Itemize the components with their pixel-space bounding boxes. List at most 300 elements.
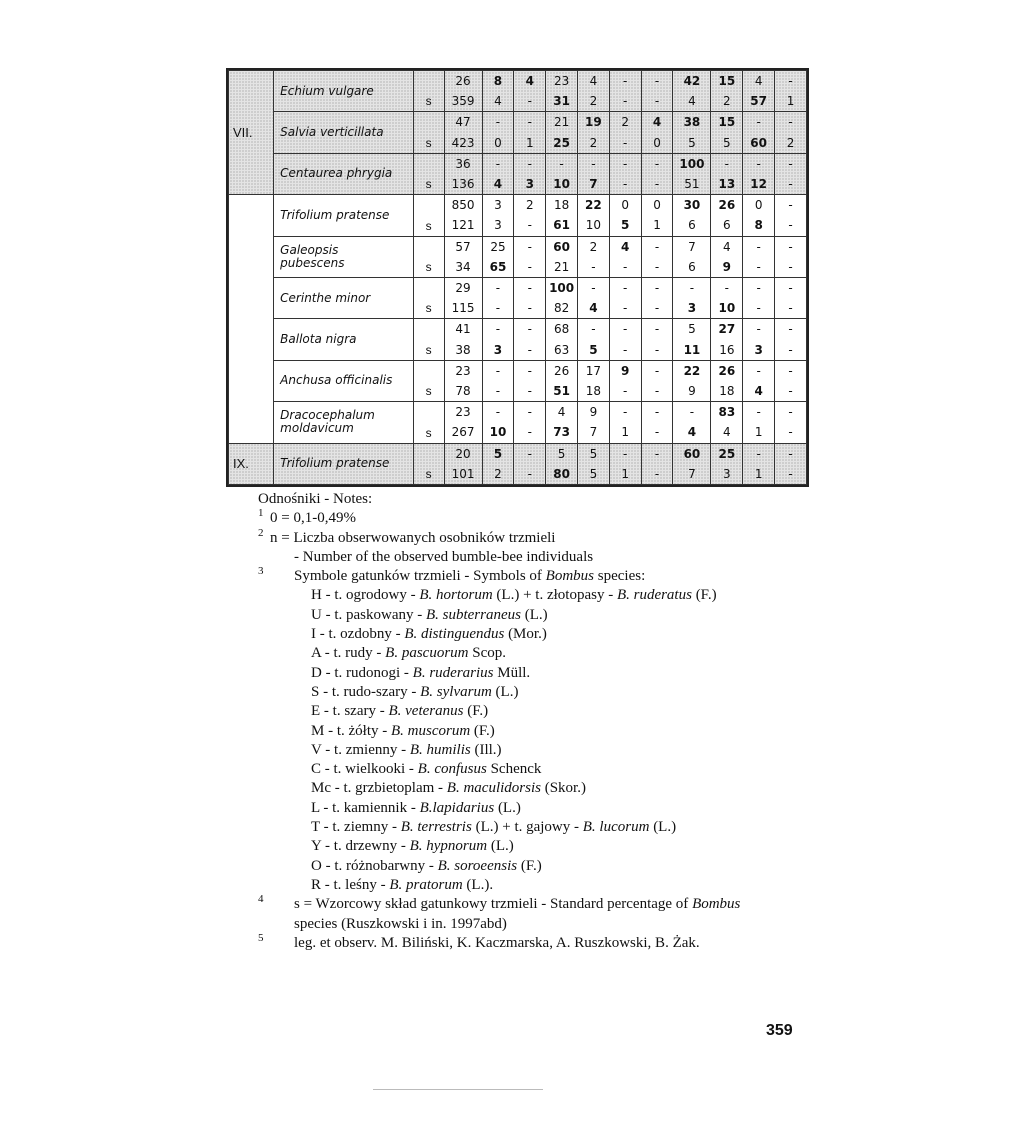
species-common-name: Mc - t. grzbietoplam - xyxy=(311,780,447,797)
species-latin-name: B.lapidarius xyxy=(419,799,495,816)
plant-name-cell xyxy=(274,360,414,401)
note-4-pre: s = Wzorcowy skład gatunkowy trzmieli - Standard percentage of xyxy=(294,896,693,913)
standard-value: 60 xyxy=(750,135,767,150)
value-cell xyxy=(609,153,641,194)
standard-marker-cell: s xyxy=(413,112,444,153)
species-author: (L.) xyxy=(491,683,519,700)
count-value: 9 xyxy=(621,363,630,378)
value-cell xyxy=(775,360,807,401)
value-cell xyxy=(641,71,673,112)
count-value: - xyxy=(623,322,628,337)
standard-value: 4 xyxy=(687,425,697,440)
count-value: - xyxy=(788,281,793,296)
species-author: (L.). xyxy=(462,876,494,893)
count-value: - xyxy=(756,239,761,254)
value-cell xyxy=(673,195,711,236)
count-value: 5 xyxy=(493,446,503,461)
count-value: 9 xyxy=(589,405,598,420)
value-cell xyxy=(514,319,546,360)
count-value: 26 xyxy=(553,363,570,378)
standard-value: - xyxy=(654,342,660,357)
species-item xyxy=(258,837,818,856)
species-latin-name-2: B. lucorum xyxy=(582,819,650,836)
standard-value: 13 xyxy=(718,177,736,192)
standard-value: - xyxy=(623,301,628,316)
standard-value: 101 xyxy=(451,466,475,481)
value-cell xyxy=(444,277,482,318)
value-cell xyxy=(578,236,610,277)
count-value: 19 xyxy=(585,115,602,130)
count-value: 8 xyxy=(493,74,503,89)
count-value: - xyxy=(623,156,628,171)
note-3-genus: Bombus xyxy=(545,568,594,585)
count-value: - xyxy=(495,322,501,337)
standard-value: 11 xyxy=(683,342,701,357)
standard-value: 2 xyxy=(589,135,598,150)
standard-value: - xyxy=(495,384,501,399)
value-cell xyxy=(444,402,482,443)
table-row xyxy=(229,402,807,443)
count-value: 4 xyxy=(754,74,763,89)
count-value: 26 xyxy=(718,363,736,378)
species-item xyxy=(258,664,818,683)
value-cell xyxy=(711,319,743,360)
species-author: (L.) + t. gajowy - xyxy=(471,819,583,836)
species-common-name: D - t. rudonogi - xyxy=(311,664,413,681)
standard-value: 1 xyxy=(621,425,630,440)
plant-name-cell xyxy=(274,402,414,443)
count-value: 2 xyxy=(621,115,630,130)
note-5-marker: 5 xyxy=(258,931,264,944)
standard-value: 0 xyxy=(494,135,502,150)
standard-value: - xyxy=(654,466,660,481)
species-common-name: O - t. różnobarwny - xyxy=(311,857,438,874)
note-2-marker: 2 xyxy=(258,526,264,539)
count-value: 83 xyxy=(718,405,736,420)
count-value: - xyxy=(788,239,793,254)
value-cell xyxy=(482,360,514,401)
value-cell xyxy=(775,236,807,277)
count-value: - xyxy=(527,115,532,130)
note-2-text-pl: n = Liczba obserwowanych osobników trzmieli xyxy=(270,529,556,546)
species-item xyxy=(258,586,818,605)
note-4-marker: 4 xyxy=(258,893,264,906)
species-item xyxy=(258,799,818,818)
count-value: 4 xyxy=(557,405,566,420)
species-author: (L.) xyxy=(487,838,514,855)
count-value: 25 xyxy=(490,239,506,254)
value-cell xyxy=(578,71,610,112)
value-cell xyxy=(514,112,546,153)
species-common-name: S - t. rudo-szary - xyxy=(311,683,421,700)
value-cell xyxy=(743,195,775,236)
species-common-name: R - t. leśny - xyxy=(311,876,390,893)
count-value: - xyxy=(654,74,660,89)
count-value: - xyxy=(654,239,660,254)
value-cell xyxy=(743,360,775,401)
count-value: 21 xyxy=(553,115,570,130)
count-value: - xyxy=(756,156,761,171)
plant-name-line: Salvia verticillata xyxy=(280,125,384,140)
standard-value: 18 xyxy=(585,384,602,399)
value-cell xyxy=(711,402,743,443)
count-value: - xyxy=(527,405,532,420)
count-value: 22 xyxy=(585,198,602,213)
count-value: - xyxy=(689,281,695,296)
species-author: (L.) + t. złotopasy - xyxy=(492,587,617,604)
standard-value: 2 xyxy=(723,94,731,109)
value-cell xyxy=(609,277,641,318)
bumblebee-table-container xyxy=(226,68,809,487)
species-author: (Mor.) xyxy=(504,626,547,643)
standard-value: 5 xyxy=(688,135,696,150)
standard-value: 1 xyxy=(621,466,630,481)
plant-name-line: Cerinthe minor xyxy=(280,290,371,305)
value-cell xyxy=(673,443,711,484)
value-cell xyxy=(673,71,711,112)
value-cell xyxy=(711,236,743,277)
standard-value: 359 xyxy=(451,94,475,109)
table-row xyxy=(229,71,807,112)
count-value: 15 xyxy=(718,74,736,89)
count-value: - xyxy=(591,322,596,337)
plant-name-line: Echium vulgare xyxy=(280,83,374,98)
table-row xyxy=(229,360,807,401)
standard-value: - xyxy=(788,384,793,399)
standard-value: 51 xyxy=(553,384,570,399)
species-item xyxy=(258,779,818,798)
standard-value: 136 xyxy=(451,177,475,192)
standard-value: 8 xyxy=(754,218,763,233)
count-value: - xyxy=(591,156,596,171)
count-value: - xyxy=(756,281,761,296)
plant-name-line: pubescens xyxy=(280,255,345,270)
value-cell xyxy=(514,402,546,443)
standard-value: 3 xyxy=(525,177,534,192)
standard-value: 10 xyxy=(489,425,507,440)
standard-value: - xyxy=(623,259,628,274)
value-cell xyxy=(775,277,807,318)
plant-name-line: Ballota nigra xyxy=(280,332,357,347)
value-cell xyxy=(514,71,546,112)
standard-value: 57 xyxy=(750,94,767,109)
note-3-pre: Symbole gatunków trzmieli - Symbols of xyxy=(294,568,546,585)
bumblebee-data-table xyxy=(228,70,807,485)
standard-value: 4 xyxy=(723,425,731,440)
value-cell xyxy=(641,443,673,484)
standard-value: 5 xyxy=(589,466,598,481)
value-cell xyxy=(641,402,673,443)
value-cell xyxy=(609,360,641,401)
count-value: - xyxy=(788,446,793,461)
value-cell xyxy=(711,277,743,318)
species-latin-name: B. subterraneus xyxy=(425,606,521,623)
plant-name-line: Anchusa officinalis xyxy=(280,373,393,388)
standard-value: - xyxy=(654,177,660,192)
value-cell xyxy=(673,319,711,360)
value-cell xyxy=(578,443,610,484)
standard-value: - xyxy=(788,259,793,274)
species-common-name: Y - t. drzewny - xyxy=(311,838,410,855)
value-cell xyxy=(673,402,711,443)
count-value: - xyxy=(788,322,793,337)
note-4-cont xyxy=(258,915,818,934)
value-cell xyxy=(546,195,578,236)
standard-value: - xyxy=(654,259,660,274)
count-value: - xyxy=(495,363,501,378)
standard-marker-cell: s xyxy=(413,236,444,277)
count-value: 100 xyxy=(679,156,705,171)
standard-value: - xyxy=(527,94,532,109)
standard-value: 0 xyxy=(653,135,661,150)
value-cell xyxy=(578,153,610,194)
species-latin-name: B. humilis xyxy=(409,741,471,758)
standard-value: - xyxy=(623,135,628,150)
species-common-name: L - t. kamiennik - xyxy=(311,799,420,816)
plant-name-line: Centaurea phrygia xyxy=(280,166,393,181)
species-latin-name: B. hypnorum xyxy=(409,838,488,855)
value-cell xyxy=(546,277,578,318)
standard-value: - xyxy=(756,301,761,316)
value-cell xyxy=(444,236,482,277)
note-5-text: leg. et observ. M. Biliński, K. Kaczmarska, A. Ruszkowski, B. Żak. xyxy=(294,934,700,951)
species-item xyxy=(258,606,818,625)
standard-value: 4 xyxy=(589,301,598,316)
species-item xyxy=(258,702,818,721)
table-row xyxy=(229,277,807,318)
standard-value: - xyxy=(527,466,532,481)
value-cell xyxy=(711,443,743,484)
species-latin-name: B. soroeensis xyxy=(437,857,518,874)
standard-value: - xyxy=(527,218,532,233)
value-cell xyxy=(546,71,578,112)
species-author: (Ill.) xyxy=(470,741,502,758)
standard-value: 9 xyxy=(722,259,731,274)
standard-value: 38 xyxy=(455,342,471,357)
count-value: 68 xyxy=(553,322,570,337)
count-value: - xyxy=(495,405,501,420)
count-value: 850 xyxy=(451,198,475,213)
count-value: 20 xyxy=(455,446,471,461)
species-author: Schenck xyxy=(486,761,542,778)
standard-value: 21 xyxy=(553,259,570,274)
value-cell xyxy=(546,402,578,443)
value-cell xyxy=(514,443,546,484)
count-value: 38 xyxy=(683,115,701,130)
plant-name-cell xyxy=(274,443,414,484)
table-row xyxy=(229,236,807,277)
standard-value: 2 xyxy=(786,135,795,150)
count-value: - xyxy=(527,239,532,254)
standard-marker-cell: s xyxy=(413,71,444,112)
count-value: 0 xyxy=(621,198,630,213)
count-value: 4 xyxy=(723,239,731,254)
count-value: - xyxy=(788,74,793,89)
standard-value: 6 xyxy=(688,259,696,274)
value-cell xyxy=(578,402,610,443)
value-cell xyxy=(673,360,711,401)
value-cell xyxy=(482,277,514,318)
value-cell xyxy=(578,112,610,153)
count-value: 5 xyxy=(557,446,566,461)
count-value: 17 xyxy=(585,363,602,378)
count-value: - xyxy=(495,156,501,171)
standard-value: - xyxy=(527,425,532,440)
standard-value: 10 xyxy=(718,301,736,316)
species-common-name: T - t. ziemny - xyxy=(311,819,401,836)
value-cell xyxy=(444,319,482,360)
standard-value: 5 xyxy=(621,218,630,233)
value-cell xyxy=(514,277,546,318)
count-value: - xyxy=(527,322,532,337)
value-cell xyxy=(641,360,673,401)
count-value: - xyxy=(724,281,729,296)
value-cell xyxy=(609,443,641,484)
standard-value: 65 xyxy=(489,259,507,274)
count-value: - xyxy=(527,363,532,378)
note-2-text-en: - Number of the observed bumble-bee individuals xyxy=(294,548,594,565)
count-value: 2 xyxy=(589,239,598,254)
standard-value: - xyxy=(788,218,793,233)
count-value: - xyxy=(756,115,761,130)
plant-name-cell xyxy=(274,153,414,194)
note-5 xyxy=(258,931,818,953)
standard-value: 1 xyxy=(525,135,534,150)
value-cell xyxy=(775,402,807,443)
count-value: 23 xyxy=(455,363,471,378)
value-cell xyxy=(775,319,807,360)
standard-value: 5 xyxy=(723,135,731,150)
species-item xyxy=(258,760,818,779)
count-value: - xyxy=(654,363,660,378)
species-latin-name: B. ruderarius xyxy=(412,664,494,681)
count-value: 29 xyxy=(455,281,471,296)
count-value: - xyxy=(756,405,761,420)
plant-name-cell xyxy=(274,319,414,360)
species-latin-name: B. pratorum xyxy=(389,876,463,893)
standard-marker-cell: s xyxy=(413,319,444,360)
value-cell xyxy=(482,236,514,277)
standard-value: 78 xyxy=(455,384,471,399)
count-value: 15 xyxy=(718,115,736,130)
value-cell xyxy=(609,402,641,443)
value-cell xyxy=(514,360,546,401)
count-value: - xyxy=(788,405,793,420)
standard-value: 4 xyxy=(494,94,502,109)
value-cell xyxy=(609,71,641,112)
standard-value: 34 xyxy=(455,259,471,274)
standard-value: - xyxy=(654,384,660,399)
plant-name-line: Trifolium pratense xyxy=(280,456,390,471)
value-cell xyxy=(775,71,807,112)
count-value: 4 xyxy=(621,239,630,254)
species-latin-name: B. terrestris xyxy=(400,819,472,836)
value-cell xyxy=(641,236,673,277)
count-value: 60 xyxy=(683,446,701,461)
count-value: 41 xyxy=(455,322,471,337)
standard-value: 80 xyxy=(553,466,570,481)
plant-name-line: Galeopsis xyxy=(280,242,339,257)
note-3-post: species: xyxy=(594,568,646,585)
standard-value: 25 xyxy=(553,135,570,150)
plant-name-cell xyxy=(274,71,414,112)
count-value: - xyxy=(788,198,793,213)
value-cell xyxy=(482,402,514,443)
note-2 xyxy=(258,526,818,548)
standard-value: 5 xyxy=(589,342,598,357)
species-list xyxy=(258,586,818,895)
standard-value: 4 xyxy=(493,177,503,192)
value-cell xyxy=(578,195,610,236)
count-value: 57 xyxy=(455,239,471,254)
value-cell xyxy=(482,112,514,153)
note-1-marker: 1 xyxy=(258,507,264,520)
standard-value: - xyxy=(623,94,628,109)
value-cell xyxy=(641,153,673,194)
standard-value: 10 xyxy=(585,218,602,233)
standard-value: - xyxy=(495,301,501,316)
count-value: - xyxy=(724,156,729,171)
species-latin-name-2: B. ruderatus xyxy=(616,587,692,604)
species-latin-name: B. distinguendus xyxy=(404,626,505,643)
count-value: - xyxy=(623,446,628,461)
value-cell xyxy=(641,195,673,236)
count-value: 4 xyxy=(589,74,598,89)
standard-value: 51 xyxy=(684,177,700,192)
count-value: 36 xyxy=(455,156,471,171)
count-value: - xyxy=(623,74,628,89)
count-value: 0 xyxy=(653,198,661,213)
species-latin-name: B. maculidorsis xyxy=(446,780,541,797)
standard-value: 7 xyxy=(688,466,696,481)
standard-value: 3 xyxy=(493,342,503,357)
standard-value: 9 xyxy=(688,384,696,399)
standard-value: - xyxy=(788,342,793,357)
species-item xyxy=(258,644,818,663)
month-cell: VII. xyxy=(229,71,274,195)
standard-marker-cell: s xyxy=(413,195,444,236)
value-cell xyxy=(444,112,482,153)
page-number: 359 xyxy=(766,1022,793,1039)
value-cell xyxy=(482,443,514,484)
value-cell xyxy=(743,402,775,443)
standard-marker-cell: s xyxy=(413,360,444,401)
species-item xyxy=(258,857,818,876)
standard-value: 2 xyxy=(589,94,598,109)
plant-name-line: Dracocephalum xyxy=(280,408,375,423)
standard-value: 6 xyxy=(723,218,731,233)
count-value: - xyxy=(756,322,761,337)
value-cell xyxy=(743,319,775,360)
standard-value: - xyxy=(788,425,793,440)
value-cell xyxy=(546,236,578,277)
count-value: - xyxy=(654,446,660,461)
standard-value: - xyxy=(623,384,628,399)
value-cell xyxy=(578,277,610,318)
count-value: - xyxy=(559,156,564,171)
value-cell xyxy=(546,443,578,484)
standard-value: 3 xyxy=(754,342,763,357)
plant-name-line: moldavicum xyxy=(280,421,354,436)
count-value: 100 xyxy=(549,281,575,296)
value-cell xyxy=(775,153,807,194)
standard-value: - xyxy=(623,342,628,357)
standard-value: 3 xyxy=(723,466,731,481)
standard-value: 1 xyxy=(754,466,763,481)
value-cell xyxy=(673,236,711,277)
value-cell xyxy=(578,319,610,360)
value-cell xyxy=(641,277,673,318)
